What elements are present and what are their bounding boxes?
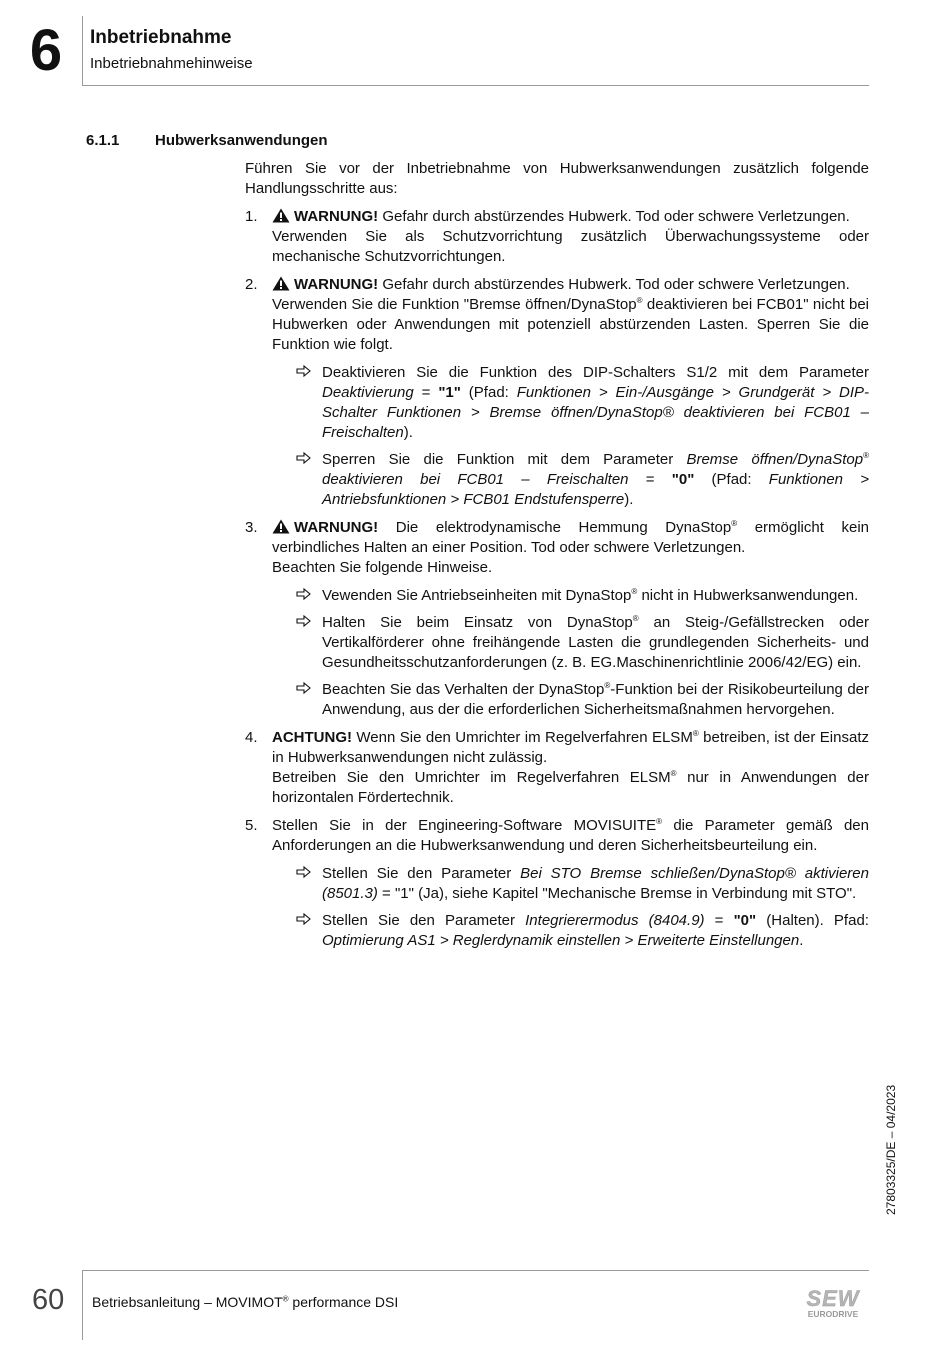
arrow-right-icon (296, 452, 311, 464)
registered-mark: ® (282, 1294, 289, 1304)
step-3-instruction: Beachten Sie folgende Hinweise. (272, 559, 493, 576)
logo-eurodrive-text: EURODRIVE (807, 1309, 859, 1319)
footer-title (92, 1294, 398, 1310)
registered-mark: ® (636, 296, 643, 305)
warning-label: WARNUNG! (294, 519, 379, 536)
registered-mark: ® (656, 817, 663, 826)
header-vertical-divider (82, 16, 83, 86)
step-2-warning (272, 275, 869, 295)
registered-mark: ® (604, 681, 611, 690)
text-run: die Parameter gemäß den Anforderungen an die Hubwerksanwendung und deren Sicherheitsbeurteilung ein. (272, 817, 869, 854)
text-run: Beachten Sie das Verhalten der DynaStop (322, 681, 605, 698)
warning-label: WARNUNG! (294, 276, 379, 293)
step-4 (245, 728, 869, 808)
parameter-name: deaktivieren bei FCB01 – Freischalten (322, 471, 629, 488)
parameter-path: Optimierung AS1 > Reglerdynamik einstellen > Erweiterte Einstellungen (322, 932, 800, 949)
step-3-substep-1 (272, 586, 869, 606)
parameter-name: Deaktivierung (322, 384, 414, 401)
step-5-instruction (272, 816, 869, 856)
warning-label: WARNUNG! (294, 208, 379, 225)
text-run: Stellen Sie den Parameter (322, 912, 526, 929)
text-run: Deaktivieren Sie die Funktion des DIP-Schalters S1/2 mit dem Parameter (322, 364, 869, 381)
warning-triangle-icon (272, 276, 290, 291)
logo-sew-text: SEW (806, 1286, 860, 1311)
parameter-name: Bremse öffnen/DynaStop (686, 451, 864, 468)
step-3-substep-3 (272, 680, 869, 720)
text-run: Halten Sie beim Einsatz von DynaStop (322, 614, 633, 631)
chapter-subtitle: Inbetriebnahmehinweise (90, 55, 253, 72)
text-run: Betriebsanleitung – MOVIMOT (92, 1294, 283, 1310)
text-run: betreiben, ist der Einsatz in Hubwerksanwendungen nicht zulässig. (272, 729, 869, 766)
page-number: 60 (32, 1284, 65, 1316)
step-number: 4. (245, 729, 258, 746)
registered-mark: ® (670, 769, 677, 778)
notice-label: ACHTUNG! (272, 729, 352, 746)
footer-rule (82, 1270, 869, 1271)
section-body (245, 159, 869, 959)
footer-vertical-divider (82, 1270, 83, 1340)
step-2 (245, 275, 869, 510)
step-5 (245, 816, 869, 951)
text-run: (Pfad: (460, 384, 517, 401)
text-run: nur in Anwendungen der horizontalen Fördertechnik. (272, 769, 869, 806)
text-run: ). (624, 491, 634, 508)
text-run: deaktivieren bei FCB01" nicht bei Hubwerken oder Anwendungen mit potenziell abstürzenden Lasten. Sperren Sie die Funktion wie folgt. (272, 296, 869, 353)
registered-mark: ® (863, 451, 870, 460)
parameter-value: "0" (671, 471, 695, 488)
chapter-number: 6 (29, 18, 63, 83)
section-number: 6.1.1 (86, 132, 120, 149)
text-run: ermöglicht kein verbindliches Halten an einer Position. Tod oder schwere Verletzungen. (272, 519, 869, 556)
text-run: Die elektrodynamische Hemmung DynaStop (378, 519, 732, 536)
step-4-notice (272, 728, 869, 768)
parameter-name: Bei STO Bremse schließen/DynaStop® aktivieren (8501.3) (322, 865, 869, 902)
chapter-title: Inbetriebnahme (90, 27, 232, 48)
registered-mark: ® (731, 519, 738, 528)
text-run: (Halten). Pfad: (756, 912, 869, 929)
step-number: 5. (245, 817, 258, 834)
text-run: an Steig-/Gefällstrecken oder Vertikalförderer ohne freihängende Lasten die grundlegenden Sicherheits- und Gesundheitsschutzanforderungen (z. B. EG.Maschinenrichtlinie 2006/42/EG) ein. (322, 614, 870, 671)
header-rule (82, 85, 869, 86)
arrow-right-icon (296, 588, 311, 600)
step-2-substep-1 (272, 363, 869, 443)
step-number: 2. (245, 276, 258, 293)
text-run: Betreiben Sie den Umrichter im Regelverfahren ELSM (272, 769, 671, 786)
step-number: 1. (245, 208, 258, 225)
text-run: Verwenden Sie die Funktion "Bremse öffnen/DynaStop (272, 296, 637, 313)
parameter-path: Funktionen > Ein-/Ausgänge > Grundgerät > DIP-Schalter Funktionen > Bremse öffnen/DynaStop® deaktivieren bei FCB01 – Freischalten (322, 384, 870, 441)
step-1-instruction: Verwenden Sie als Schutzvorrichtung zusätzlich Überwachungssysteme oder mechanische Schutzvorrichtungen. (272, 228, 869, 265)
text-run: Stellen Sie den Parameter (322, 865, 521, 882)
section-title: Hubwerksanwendungen (155, 132, 328, 149)
warning-triangle-icon (272, 519, 290, 534)
warning-triangle-icon (272, 208, 290, 223)
step-1-warning (272, 207, 869, 227)
parameter-value: "0" (733, 912, 757, 929)
step-3-substep-2 (272, 613, 869, 673)
arrow-right-icon (296, 866, 311, 878)
text-run: nicht in Hubwerksanwendungen. (637, 587, 859, 604)
text-run: = "1" (Ja), siehe Kapitel "Mechanische Bremse in Verbindung mit STO". (377, 885, 857, 902)
text-run: Wenn Sie den Umrichter im Regelverfahren ELSM (352, 729, 693, 746)
parameter-value: "1" (438, 384, 461, 401)
step-2-text: Gefahr durch abstürzendes Hubwerk. Tod oder schwere Verletzungen. (378, 276, 850, 293)
arrow-right-icon (296, 682, 311, 694)
text-run: = (704, 912, 734, 929)
text-run: = (628, 471, 672, 488)
text-run: (Pfad: (694, 471, 769, 488)
step-2-instruction (272, 295, 869, 355)
step-2-substep-2 (272, 450, 869, 510)
text-run: -Funktion bei der Risikobeurteilung der Anwendung, aus der die erforderlichen Sicherheitsmaßnahmen hervorgehen. (322, 681, 869, 718)
text-run: = (413, 384, 439, 401)
intro-paragraph: Führen Sie vor der Inbetriebnahme von Hubwerksanwendungen zusätzlich folgende Handlungsschritte aus: (245, 160, 869, 197)
step-5-substep-1 (272, 864, 869, 904)
arrow-right-icon (296, 913, 311, 925)
registered-mark: ® (692, 729, 699, 738)
document-id: 27803325/DE – 04/2023 (884, 1084, 898, 1215)
registered-mark: ® (632, 614, 639, 623)
text-run: Stellen Sie in der Engineering-Software MOVISUITE (272, 817, 657, 834)
text-run: ). (403, 424, 413, 441)
step-1-text: Gefahr durch abstürzendes Hubwerk. Tod oder schwere Verletzungen. (378, 208, 850, 225)
step-1 (245, 207, 869, 267)
parameter-name: Integrierermodus (8404.9) (525, 912, 705, 929)
registered-mark: ® (631, 587, 638, 596)
step-5-substep-2 (272, 911, 869, 951)
parameter-path: Funktionen > Antriebsfunktionen > FCB01 Endstufensperre (322, 471, 869, 508)
step-number: 3. (245, 519, 258, 536)
step-4-instruction (272, 768, 869, 808)
step-3 (245, 518, 869, 720)
text-run: Sperren Sie die Funktion mit dem Parameter (322, 451, 687, 468)
text-run: Vewenden Sie Antriebseinheiten mit DynaStop (322, 587, 632, 604)
sew-eurodrive-logo (797, 1285, 869, 1319)
step-3-warning (272, 518, 869, 558)
text-run: . (799, 932, 804, 949)
arrow-right-icon (296, 615, 311, 627)
arrow-right-icon (296, 365, 311, 377)
text-run: performance DSI (288, 1294, 399, 1310)
